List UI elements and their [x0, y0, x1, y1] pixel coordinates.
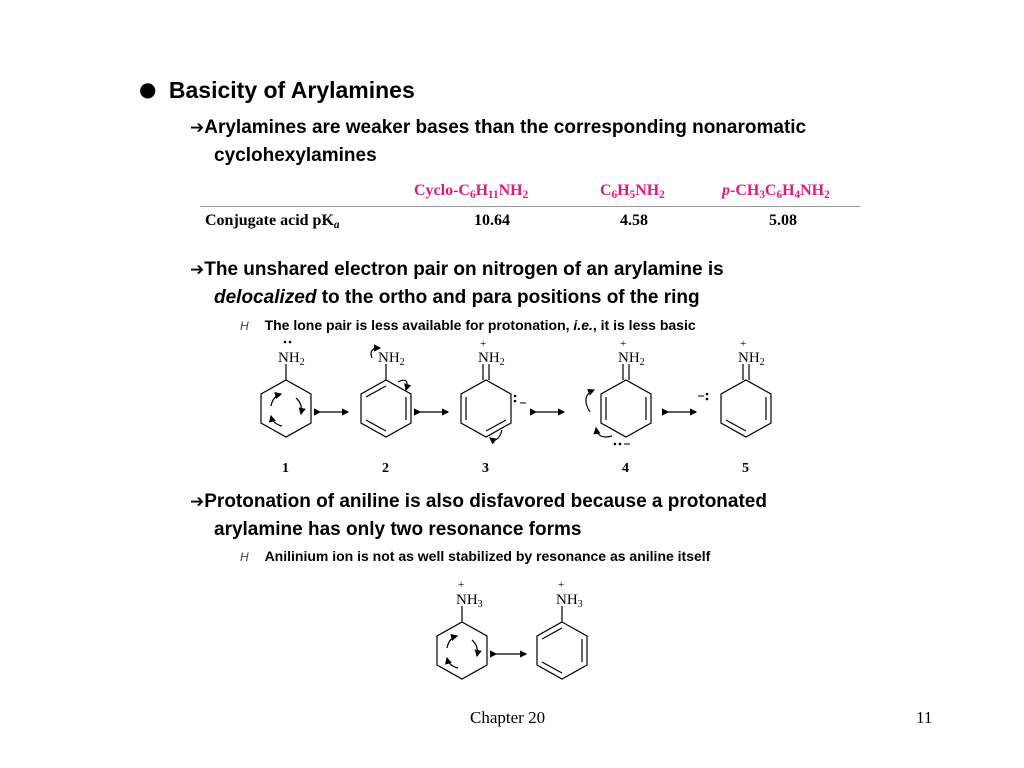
table-compound-2: $C_6H_5NH_2$ — [600, 182, 665, 201]
svg-text:NH2: $NH_2$ — [278, 350, 305, 368]
bullet-3 — [190, 488, 990, 544]
table-compound-3: $p-CH_3C_6H_4NH_2$ — [722, 182, 830, 201]
svg-text:NH2: $NH_2$ — [478, 350, 505, 368]
page-number: 11 — [916, 708, 933, 727]
svg-text:+: + — [740, 338, 747, 350]
bullet-2-text: The unshared electron pair on nitrogen of an arylamine is — [204, 259, 724, 280]
h-glyph-icon: H — [240, 550, 249, 564]
anilinium-structures — [420, 576, 610, 692]
structure-1 — [261, 364, 311, 437]
right-arrow-icon: ➔ — [190, 492, 205, 512]
table-compound-1: Cyclo-$C_6H_{11}NH_2$ — [414, 182, 529, 201]
structure-5 — [721, 364, 771, 437]
bullet-dot-icon: ● — [139, 77, 157, 101]
pka-value-1: 10.64 — [474, 212, 510, 229]
right-arrow-icon: ➔ — [190, 260, 205, 280]
svg-text:+: + — [458, 579, 465, 591]
svg-text:+: + — [620, 338, 627, 350]
structure-3 — [461, 364, 511, 440]
footer-chapter: Chapter 20 — [470, 708, 546, 727]
resonance-structures — [240, 336, 800, 482]
svg-text:NH2: $NH_2$ — [378, 350, 405, 368]
label-2: 2 — [382, 461, 389, 476]
bullet-1 — [190, 114, 990, 170]
pka-value-2: 4.58 — [620, 212, 648, 229]
pka-value-3: 5.08 — [769, 212, 797, 229]
svg-text:NH2: $NH_2$ — [618, 350, 645, 368]
bullet-1-cont: cyclohexylamines — [214, 145, 377, 166]
label-3: 3 — [482, 461, 489, 476]
bullet-2 — [190, 256, 990, 312]
title-row — [139, 77, 415, 104]
slide-title: Basicity of Arylamines — [168, 77, 415, 103]
right-arrow-icon: ➔ — [190, 118, 205, 138]
svg-text:NH3: $NH_3$ — [456, 592, 483, 610]
bullet-3-text: Protonation of aniline is also disfavored because a protonated — [204, 491, 767, 512]
table-row-label: Conjugate acid $pK_a$ — [205, 212, 340, 231]
bullet-3-cont: arylamine has only two resonance forms — [214, 519, 582, 540]
bullet-1-text: Arylamines are weaker bases than the corresponding nonaromatic — [204, 117, 807, 138]
svg-text:+: + — [480, 338, 487, 350]
label-1: 1 — [282, 461, 289, 476]
bullet-3-sub: H Anilinium ion is not as well stabilized by resonance as aniline itself — [240, 548, 711, 564]
svg-text:+: + — [558, 579, 565, 591]
svg-text:NH3: $NH_3$ — [556, 592, 583, 610]
table-divider — [200, 206, 860, 207]
bullet-2-italic: delocalized — [214, 287, 317, 308]
label-5: 5 — [742, 461, 749, 476]
bullet-2-sub: H The lone pair is less available for protonation, i.e., it is less basic — [240, 317, 696, 333]
h-glyph-icon: H — [240, 319, 249, 333]
label-4: 4 — [622, 461, 629, 476]
bullet-2-cont: to the ortho and para positions of the ring — [316, 287, 700, 308]
structure-4 — [586, 364, 651, 437]
svg-text:NH2: $NH_2$ — [738, 350, 765, 368]
